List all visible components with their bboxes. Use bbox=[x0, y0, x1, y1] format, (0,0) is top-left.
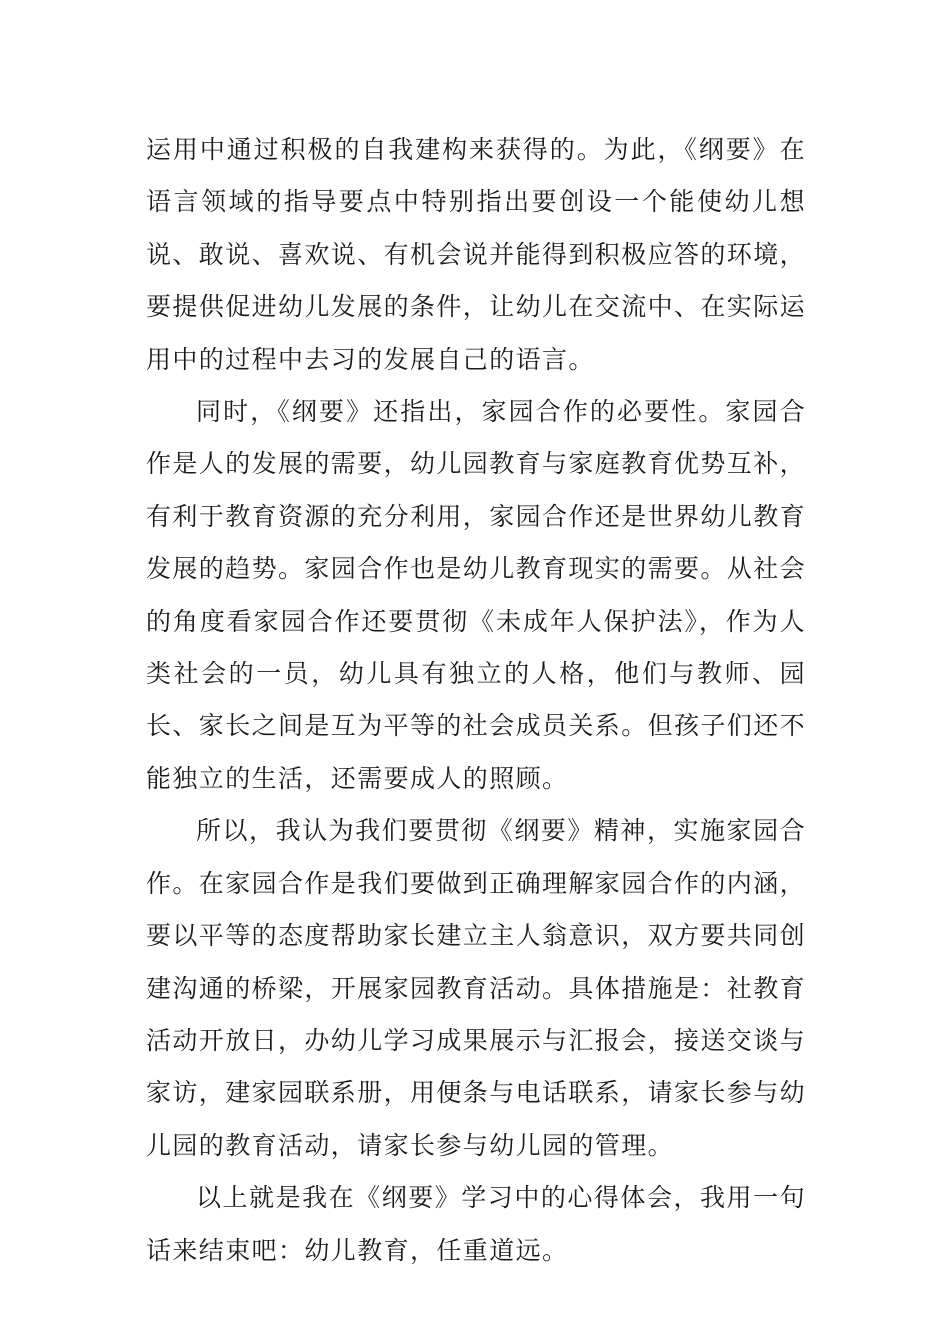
paragraph-2: 同时，《纲要》还指出，家园合作的必要性。家园合作是人的发展的需要，幼儿园教育与家庭教育优势互补，有利于教育资源的充分利用，家园合作还是世界幼儿教育发展的趋势。家园合作也是幼儿教育现实的需要。从社会的角度看家园合作还要贯彻《未成年人保护法》，作为人类社会的一员，幼儿具有独立的人格，他们与教师、园长、家长之间是互为平等的社会成员关系。但孩子们还不能独立的生活，还需要成人的照顾。 bbox=[146, 397, 807, 793]
document-page bbox=[146, 124, 806, 1277]
paragraph-4: 以上就是我在《纲要》学习中的心得体会，我用一句话来结束吧：幼儿教育，任重道远。 bbox=[146, 1183, 806, 1265]
paragraph-3: 所以，我认为我们要贯彻《纲要》精神，实施家园合作。在家园合作是我们要做到正确理解家园合作的内涵，要以平等的态度帮助家长建立主人翁意识，双方要共同创建沟通的桥梁，开展家园教育活动。具体措施是：社教育活动开放日，办幼儿学习成果展示与汇报会，接送交谈与家访，建家园联系册，用便条与电话联系，请家长参与幼儿园的教育活动，请家长参与幼儿园的管理。 bbox=[146, 816, 807, 1160]
paragraph-1: 运用中通过积极的自我建构来获得的。为此，《纲要》在语言领域的指导要点中特别指出要创设一个能使幼儿想说、敢说、喜欢说、有机会说并能得到积极应答的环境，要提供促进幼儿发展的条件，让幼儿在交流中、在实际运用中的过程中去习的发展自己的语言。 bbox=[146, 135, 807, 374]
